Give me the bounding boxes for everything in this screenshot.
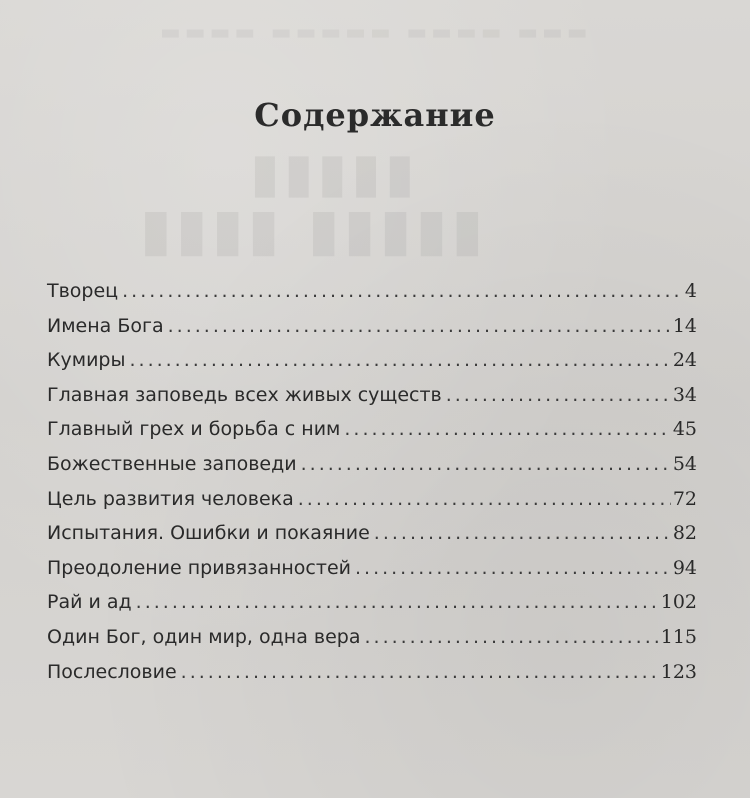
dot-leader — [122, 274, 683, 309]
toc-entry — [47, 447, 697, 482]
toc-entry-title: Кумиры — [47, 349, 126, 372]
dot-leader — [364, 620, 658, 655]
toc-entry-page: 34 — [672, 383, 697, 406]
toc-entry-title: Испытания. Ошибки и покаяние — [47, 522, 370, 545]
dot-leader — [374, 516, 671, 551]
toc-entry-title: Творец — [47, 280, 119, 302]
toc-entry-page: 102 — [660, 591, 697, 614]
table-of-contents — [47, 274, 697, 689]
dot-leader — [181, 655, 659, 690]
toc-entry — [47, 551, 697, 586]
toc-entry — [47, 274, 697, 309]
toc-entry-page: 54 — [672, 452, 697, 475]
toc-entry-page: 94 — [672, 556, 697, 579]
toc-entry-page: 45 — [672, 418, 697, 441]
toc-entry — [47, 655, 697, 690]
toc-entry — [47, 309, 697, 344]
toc-entry-page: 14 — [672, 314, 697, 337]
toc-entry-page: 72 — [672, 487, 697, 510]
toc-entry-title: Главный грех и борьба с ним — [47, 418, 341, 441]
dot-leader — [136, 585, 659, 620]
toc-entry-title: Божественные заповеди — [47, 452, 297, 475]
toc-entry — [47, 620, 697, 655]
show-through-texture: ▮▮▮▮ ▮▮▮▮▮ — [140, 205, 488, 273]
toc-entry-title: Послесловие — [47, 660, 177, 683]
toc-entry-title: Имена Бога — [47, 314, 164, 337]
show-through-texture: ▬▬▬▬ ▬▬▬▬▬ ▬▬▬▬ ▬▬▬ — [160, 22, 592, 48]
toc-entry — [47, 412, 697, 447]
toc-entry — [47, 343, 697, 378]
dot-leader — [301, 447, 671, 482]
toc-entry-title: Один Бог, один мир, одна вера — [47, 625, 361, 648]
toc-entry-page: 115 — [660, 625, 697, 648]
toc-entry — [47, 378, 697, 413]
toc-entry-title: Рай и ад — [47, 591, 132, 614]
toc-entry-title: Главная заповедь всех живых существ — [47, 383, 442, 406]
dot-leader — [168, 309, 671, 344]
show-through-texture: ▮▮▮▮▮ — [250, 150, 419, 214]
dot-leader — [298, 482, 671, 517]
toc-entry-title: Преодоление привязанностей — [47, 556, 351, 579]
toc-entry — [47, 516, 697, 551]
toc-entry-page: 123 — [660, 660, 697, 683]
dot-leader — [129, 343, 670, 378]
toc-entry-page: 24 — [672, 349, 697, 372]
toc-entry — [47, 585, 697, 620]
page-title: Содержание — [254, 96, 496, 134]
toc-entry-page: 82 — [672, 522, 697, 545]
toc-entry — [47, 482, 697, 517]
dot-leader — [446, 378, 671, 413]
dot-leader — [355, 551, 671, 586]
dot-leader — [344, 412, 670, 447]
toc-entry-title: Цель развития человека — [47, 487, 294, 510]
toc-entry-page: 4 — [684, 280, 697, 302]
